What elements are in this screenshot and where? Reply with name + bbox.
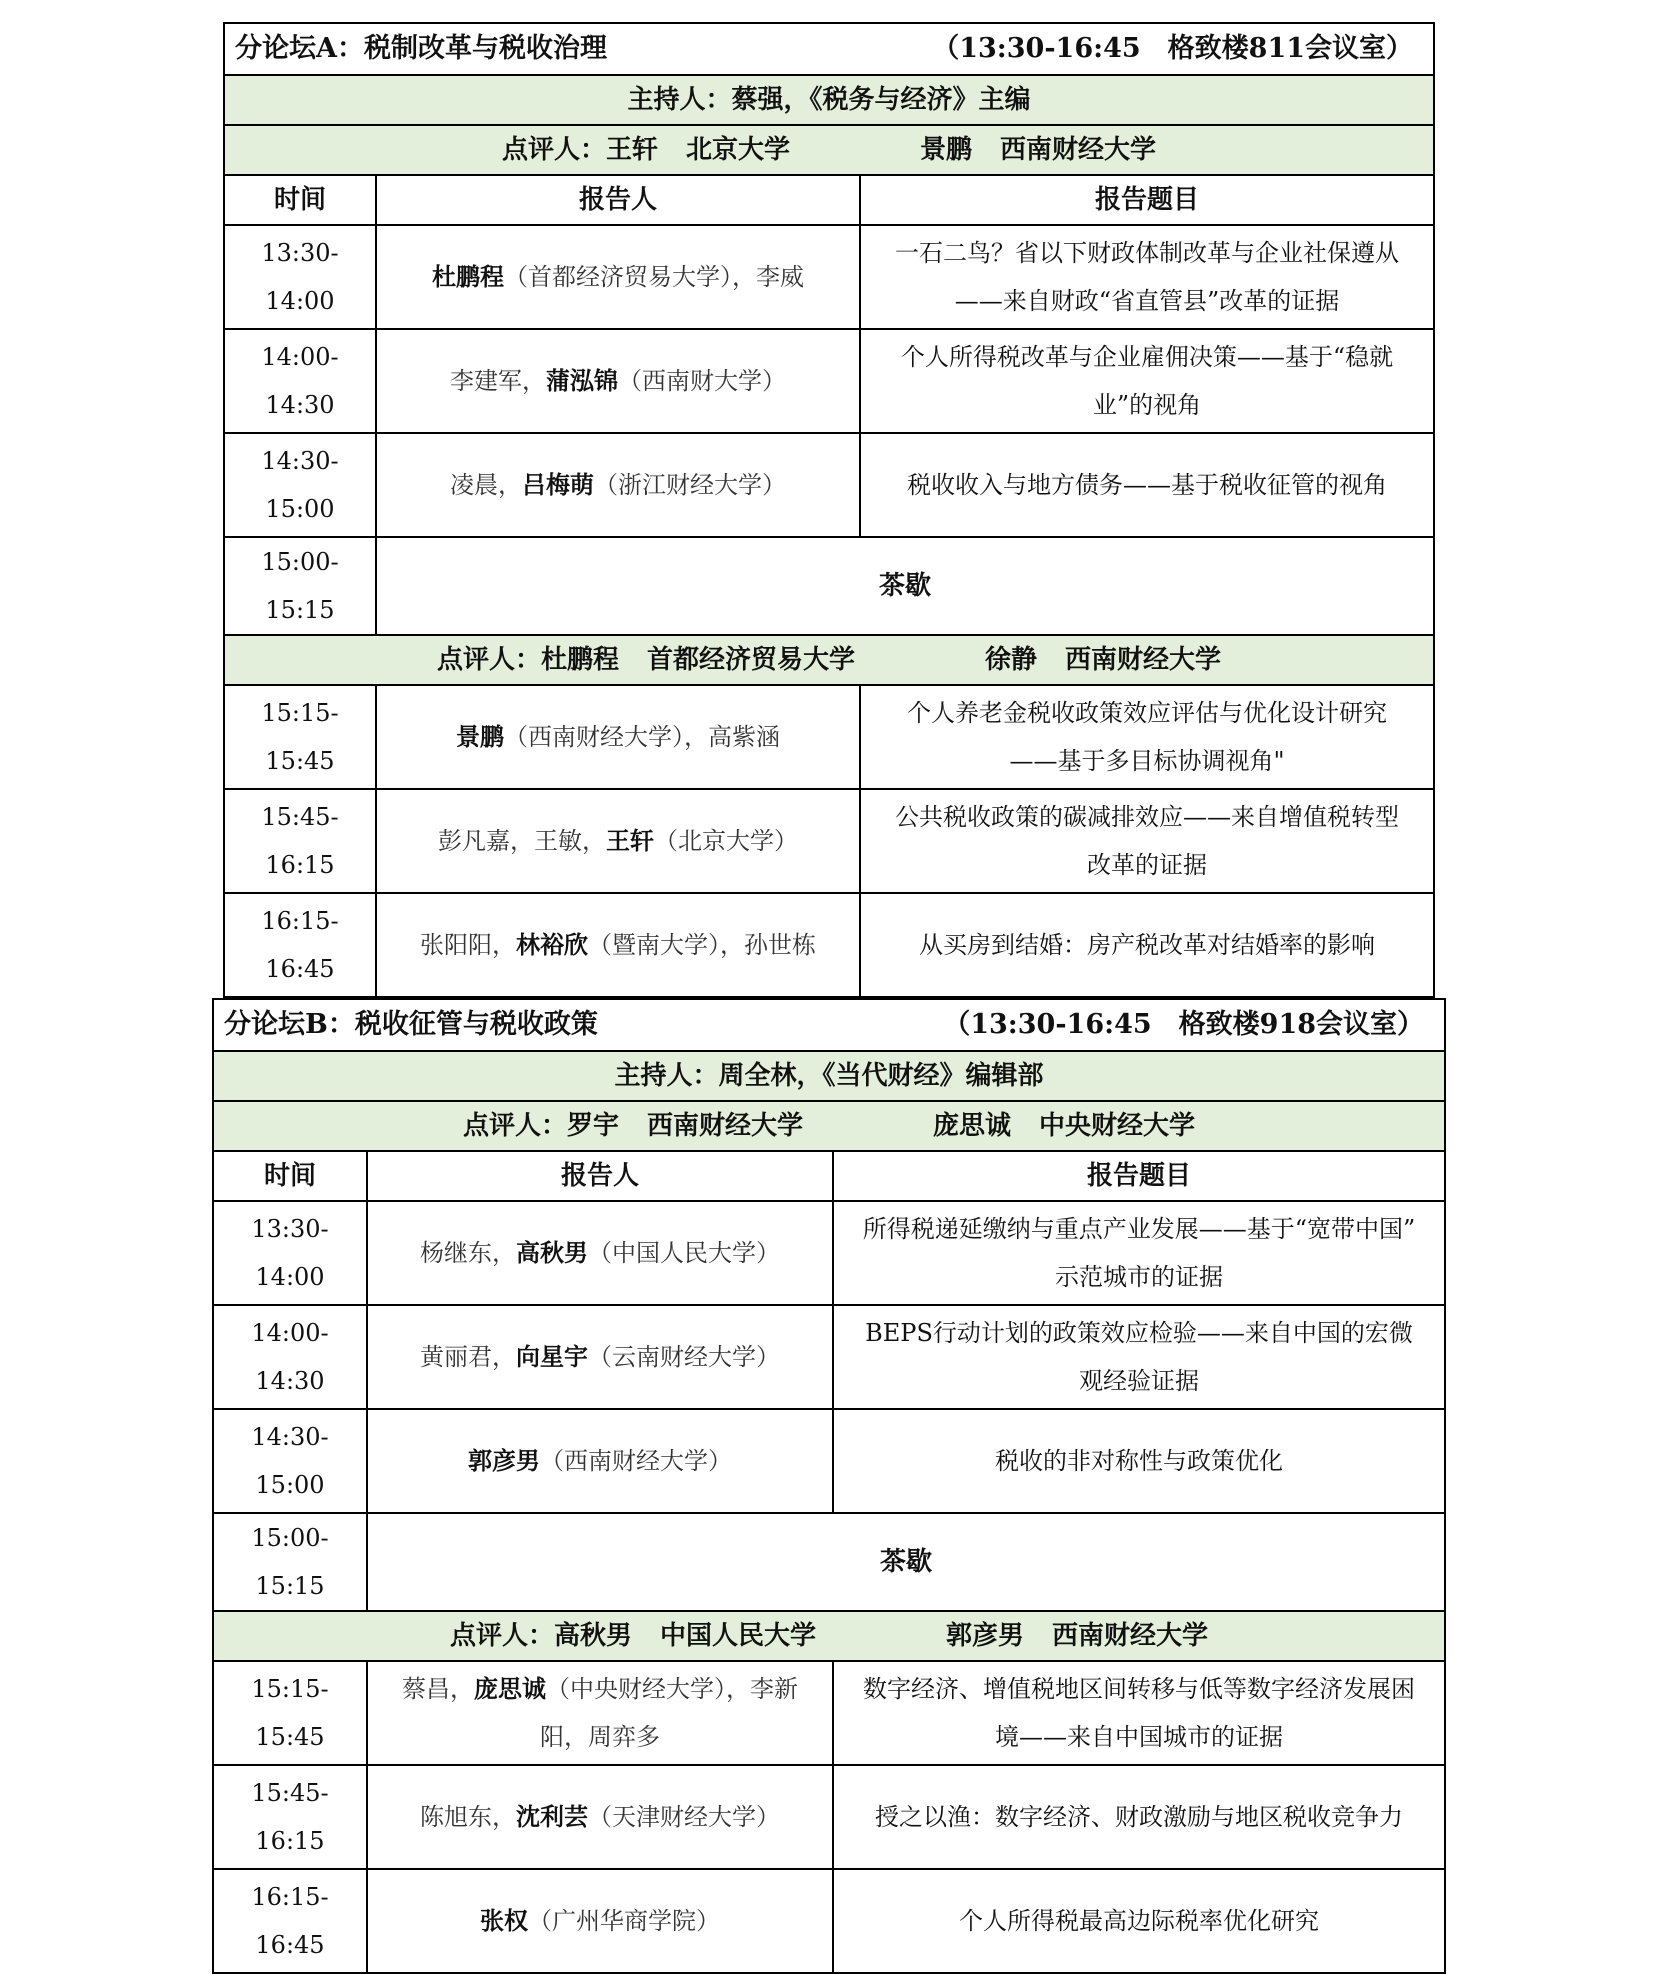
reviewers-cell (213, 1101, 1445, 1151)
reviewers-label: 点评人： (501, 135, 606, 165)
reviewer-name: 罗宇 (566, 1111, 619, 1141)
session-speakers: 陈旭东，沈利芸（天津财经大学） (367, 1765, 833, 1869)
session-row (224, 329, 1434, 433)
session-speakers: 杨继东，高秋男（中国人民大学） (367, 1201, 833, 1305)
host-text: 主持人：蔡强，《税务与经济》主编 (224, 75, 1434, 125)
session-speakers: 郭彦男（西南财经大学） (367, 1409, 833, 1513)
session-topic: 数字经济、增值税地区间转移与低等数字经济发展困 境——来自中国城市的证据 (833, 1661, 1445, 1765)
reviewers-label: 点评人： (436, 645, 541, 675)
reviewer-org: 中国人民大学 (660, 1621, 817, 1651)
session-speakers: 张阳阳，林裕欣（暨南大学），孙世栋 (376, 893, 860, 997)
reviewer-name: 杜鹏程 (540, 645, 619, 675)
forum-title-row (213, 999, 1445, 1051)
session-time: 15:15-15:45 (224, 685, 376, 789)
reviewer-org: 北京大学 (686, 135, 791, 165)
session-topic: BEPS行动计划的政策效应检验——来自中国的宏微 观经验证据 (833, 1305, 1445, 1409)
break-time: 15:00-15:15 (224, 537, 376, 635)
session-time: 14:00-14:30 (213, 1305, 367, 1409)
reviewers-row (213, 1101, 1445, 1151)
reviewer-org: 西南财经大学 (1052, 1621, 1209, 1651)
presenter-name: 林裕欣 (516, 930, 588, 959)
reviewers-label: 点评人： (462, 1111, 567, 1141)
presenter-name: 庞思诚 (474, 1674, 546, 1703)
break-time: 15:00-15:15 (213, 1513, 367, 1611)
presenter-name: 沈利芸 (516, 1802, 588, 1831)
forum-a-table (223, 22, 1435, 998)
presenter-name: 向星宇 (516, 1342, 588, 1371)
reviewer-org: 西南财经大学 (647, 1111, 804, 1141)
session-row (213, 1869, 1445, 1973)
host-text: 主持人：周全林，《当代财经》编辑部 (213, 1051, 1445, 1101)
session-topic: 所得税递延缴纳与重点产业发展——基于“宽带中国” 示范城市的证据 (833, 1201, 1445, 1305)
session-speakers: 李建军，蒲泓锦（西南财大学） (376, 329, 860, 433)
session-row (213, 1201, 1445, 1305)
presenter-name: 王轩 (606, 826, 654, 855)
session-topic: 从买房到结婚：房产税改革对结婚率的影响 (860, 893, 1434, 997)
session-time: 13:30-14:00 (224, 225, 376, 329)
col-header-topic: 报告题目 (860, 175, 1434, 225)
session-time: 16:15-16:45 (224, 893, 376, 997)
reviewer-name: 庞思诚 (933, 1111, 1012, 1141)
column-header-row (224, 175, 1434, 225)
reviewers-cell (224, 125, 1434, 175)
forum-time-room: （13:30-16:45 格致楼918会议室） (943, 1009, 1425, 1040)
session-topic: 税收收入与地方债务——基于税收征管的视角 (860, 433, 1434, 537)
session-speakers: 张权（广州华商学院） (367, 1869, 833, 1973)
col-header-speaker: 报告人 (367, 1151, 833, 1201)
session-time: 13:30-14:00 (213, 1201, 367, 1305)
session-speakers: 黄丽君，向星宇（云南财经大学） (367, 1305, 833, 1409)
reviewers-row (224, 635, 1434, 685)
col-header-topic: 报告题目 (833, 1151, 1445, 1201)
col-header-time: 时间 (224, 175, 376, 225)
session-row (213, 1661, 1445, 1765)
reviewers-cell (213, 1611, 1445, 1661)
session-topic: 授之以渔：数字经济、财政激励与地区税收竞争力 (833, 1765, 1445, 1869)
session-time: 14:00-14:30 (224, 329, 376, 433)
presenter-name: 郭彦男 (468, 1446, 540, 1475)
reviewer-org: 首都经济贸易大学 (647, 645, 856, 675)
forum-b-table (212, 998, 1446, 1974)
reviewer-name: 景鹏 (920, 135, 973, 165)
presenter-name: 张权 (480, 1906, 528, 1935)
reviewer-name: 郭彦男 (946, 1621, 1025, 1651)
reviewer-name: 徐静 (985, 645, 1038, 675)
session-speakers: 杜鹏程（首都经济贸易大学），李威 (376, 225, 860, 329)
host-row (213, 1051, 1445, 1101)
presenter-name: 吕梅萌 (522, 470, 594, 499)
session-time: 15:45-16:15 (213, 1765, 367, 1869)
session-row (224, 225, 1434, 329)
break-label: 茶歇 (376, 537, 1434, 635)
session-row (213, 1409, 1445, 1513)
session-topic: 税收的非对称性与政策优化 (833, 1409, 1445, 1513)
session-topic: 个人养老金税收政策效应评估与优化设计研究 ——基于多目标协调视角" (860, 685, 1434, 789)
session-time: 15:45-16:15 (224, 789, 376, 893)
break-row (213, 1513, 1445, 1611)
presenter-name: 高秋男 (516, 1238, 588, 1267)
break-label: 茶歇 (367, 1513, 1445, 1611)
reviewer-org: 西南财经大学 (1000, 135, 1157, 165)
forum-time-room: （13:30-16:45 格致楼811会议室） (932, 33, 1414, 64)
host-row (224, 75, 1434, 125)
presenter-name: 蒲泓锦 (546, 366, 618, 395)
reviewers-row (224, 125, 1434, 175)
session-row (224, 433, 1434, 537)
break-row (224, 537, 1434, 635)
session-time: 15:15-15:45 (213, 1661, 367, 1765)
forum-title-cell (213, 999, 1445, 1051)
forum-title-row (224, 23, 1434, 75)
reviewer-name: 高秋男 (553, 1621, 632, 1651)
reviewers-cell (224, 635, 1434, 685)
session-topic: 一石二鸟？省以下财政体制改革与企业社保遵从 ——来自财政“省直管县”改革的证据 (860, 225, 1434, 329)
session-time: 14:30-15:00 (224, 433, 376, 537)
session-speakers: 景鹏（西南财经大学），高紫涵 (376, 685, 860, 789)
presenter-name: 景鹏 (456, 722, 504, 751)
forum-title: 分论坛A：税制改革与税收治理 (235, 33, 607, 64)
session-topic: 个人所得税最高边际税率优化研究 (833, 1869, 1445, 1973)
session-topic: 个人所得税改革与企业雇佣决策——基于“稳就 业”的视角 (860, 329, 1434, 433)
reviewers-row (213, 1611, 1445, 1661)
session-row (224, 685, 1434, 789)
forum-title-cell (224, 23, 1434, 75)
reviewer-org: 西南财经大学 (1065, 645, 1222, 675)
session-row (213, 1765, 1445, 1869)
presenter-name: 杜鹏程 (432, 262, 504, 291)
session-speakers: 蔡昌，庞思诚（中央财经大学），李新 阳，周弈多 (367, 1661, 833, 1765)
session-row (224, 789, 1434, 893)
session-speakers: 彭凡嘉，王敏，王轩（北京大学） (376, 789, 860, 893)
reviewer-name: 王轩 (605, 135, 658, 165)
reviewers-label: 点评人： (449, 1621, 554, 1651)
forum-title: 分论坛B：税收征管与税收政策 (224, 1009, 598, 1040)
reviewer-org: 中央财经大学 (1039, 1111, 1196, 1141)
session-time: 16:15-16:45 (213, 1869, 367, 1973)
col-header-time: 时间 (213, 1151, 367, 1201)
session-time: 14:30-15:00 (213, 1409, 367, 1513)
session-row (213, 1305, 1445, 1409)
session-speakers: 凌晨，吕梅萌（浙江财经大学） (376, 433, 860, 537)
col-header-speaker: 报告人 (376, 175, 860, 225)
session-topic: 公共税收政策的碳减排效应——来自增值税转型 改革的证据 (860, 789, 1434, 893)
session-row (224, 893, 1434, 997)
column-header-row (213, 1151, 1445, 1201)
